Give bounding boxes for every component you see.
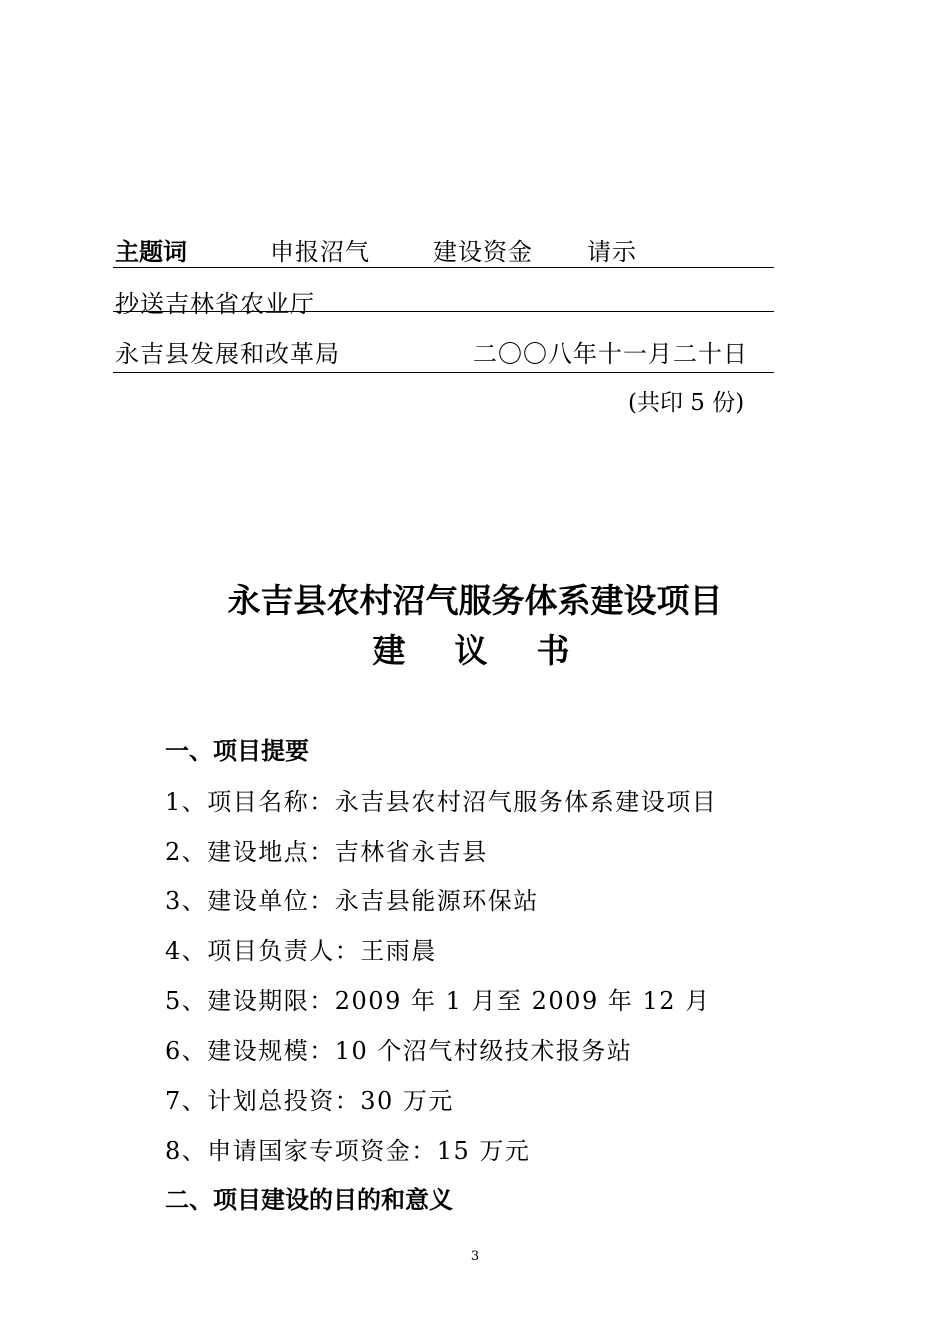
list-item: 7、计划总投资：30 万元 bbox=[165, 1087, 454, 1115]
document-title: 永吉县农村沼气服务体系建设项目 bbox=[227, 581, 723, 620]
page-number: 3 bbox=[470, 1249, 480, 1264]
document-subtitle: 建 议 书 bbox=[372, 631, 578, 670]
section-heading: 一、项目提要 bbox=[165, 737, 309, 765]
divider-line bbox=[113, 267, 774, 268]
keyword-1: 申报沼气 bbox=[270, 238, 370, 266]
section-heading: 二、项目建设的目的和意义 bbox=[165, 1186, 453, 1214]
list-item: 8、申请国家专项资金：15 万元 bbox=[165, 1137, 531, 1165]
list-item: 1、项目名称：永吉县农村沼气服务体系建设项目 bbox=[165, 788, 718, 816]
divider-line bbox=[113, 311, 774, 312]
keywords-label: 主题词 bbox=[115, 237, 187, 266]
keyword-3: 请示 bbox=[587, 238, 637, 266]
list-item: 3、建设单位：永吉县能源环保站 bbox=[165, 887, 539, 915]
divider-line bbox=[113, 372, 774, 373]
issuer: 永吉县发展和改革局 bbox=[115, 340, 340, 368]
keyword-2: 建设资金 bbox=[433, 238, 533, 266]
copies-note: (共印 5 份) bbox=[628, 390, 745, 416]
list-item: 4、项目负责人：王雨晨 bbox=[165, 937, 437, 965]
list-item: 6、建设规模：10 个沼气村级技术报务站 bbox=[165, 1037, 633, 1065]
issuer-row bbox=[115, 334, 773, 369]
keywords-row bbox=[115, 232, 773, 267]
issue-date: 二〇〇八年十一月二十日 bbox=[473, 340, 748, 368]
cc-line: 抄送吉林省农业厅 bbox=[115, 290, 315, 318]
list-item: 5、建设期限：2009 年 1 月至 2009 年 12 月 bbox=[165, 987, 711, 1015]
list-item: 2、建设地点：吉林省永吉县 bbox=[165, 838, 488, 866]
